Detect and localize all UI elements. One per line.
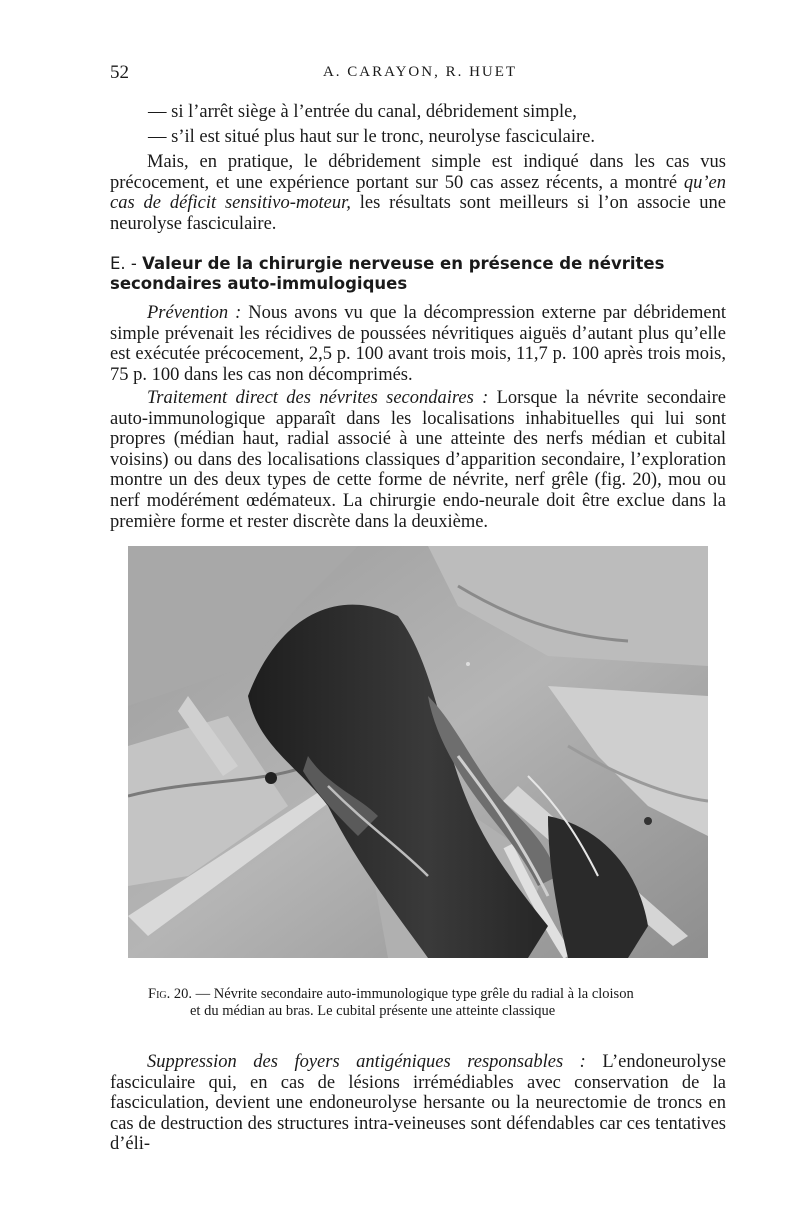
figure-caption	[148, 985, 708, 1003]
traitement-text: Lorsque la névrite secondaire auto-immunologique apparaît dans les localisations inhabituelles qui lui sont propres (médian haut, radial associé à une atteinte des nerfs médian et cubital voisins) ou dans des localisations classiques d’apparition secondaire, l’exploration montre un des deux types de cette forme de névrite, nerf grêle (fig. 20), mou ou nerf modérément œdémateux. La chirurgie endo-neurale doit être exclue dans la première forme et rester discrète dans la deuxième.	[110, 388, 726, 532]
traitement-paragraph	[110, 388, 726, 532]
section-letter: E. -	[110, 254, 137, 273]
dash-item-tronc: — s’il est situé plus haut sur le tronc, neurolyse fasciculaire.	[148, 127, 595, 147]
running-head	[110, 62, 730, 86]
suppression-label: Suppression des foyers antigéniques responsables :	[147, 1052, 586, 1072]
figure-label: Fig. 20.	[148, 986, 192, 1002]
header-authors: A. CARAYON, R. HUET	[322, 64, 518, 80]
intro-text-start: Mais, en pratique, le débridement simple est indiqué dans les cas vus précocement, et une expérience portant sur 50 cas assez récents, a montré	[110, 152, 726, 193]
intro-text-end: les résultats sont meilleurs si l’on associe une neurolyse fasciculaire.	[110, 193, 726, 234]
suppression-paragraph	[110, 1052, 726, 1155]
intro-paragraph	[110, 152, 726, 234]
page-number: 52	[110, 62, 129, 83]
section-heading	[110, 254, 726, 294]
section-title: Valeur de la chirurgie nerveuse en présence de névrites secondaires auto-immulogiques	[110, 254, 665, 293]
suppression-text: L’endoneurolyse fasciculaire qui, en cas de lésions irrémédiables avec conservation de la fasciculation, devient une endoneurolyse hersante ou la neurectomie de troncs en cas de destruction des structures intra-veineuses sont défendables car ces tentatives d’éli-	[110, 1052, 726, 1155]
prevention-label: Prévention :	[147, 303, 242, 323]
figure-caption-line-1: — Névrite secondaire auto-immunologique type grêle du radial à la cloison	[192, 986, 634, 1002]
traitement-label: Traitement direct des névrites secondaires :	[147, 388, 489, 408]
figure-caption-line-2: et du médian au bras. Le cubital présente une atteinte classique	[190, 1003, 556, 1019]
surgical-photograph-image	[128, 546, 708, 958]
dash-item-canal: — si l’arrêt siège à l’entrée du canal, débridement simple,	[148, 102, 577, 122]
intro-emphasis: qu’en cas de déficit sensitivo-moteur,	[110, 172, 726, 214]
prevention-paragraph	[110, 303, 726, 385]
surgical-photograph	[128, 546, 708, 958]
prevention-text: Nous avons vu que la décompression externe par débridement simple prévenait les récidives de poussées névritiques aiguës d’autant plus qu’elle est exécutée précocement, 2,5 p. 100 avant trois mois, 11,7 p. 100 après trois mois, 75 p. 100 dans les cas non décomprimés.	[110, 303, 726, 385]
